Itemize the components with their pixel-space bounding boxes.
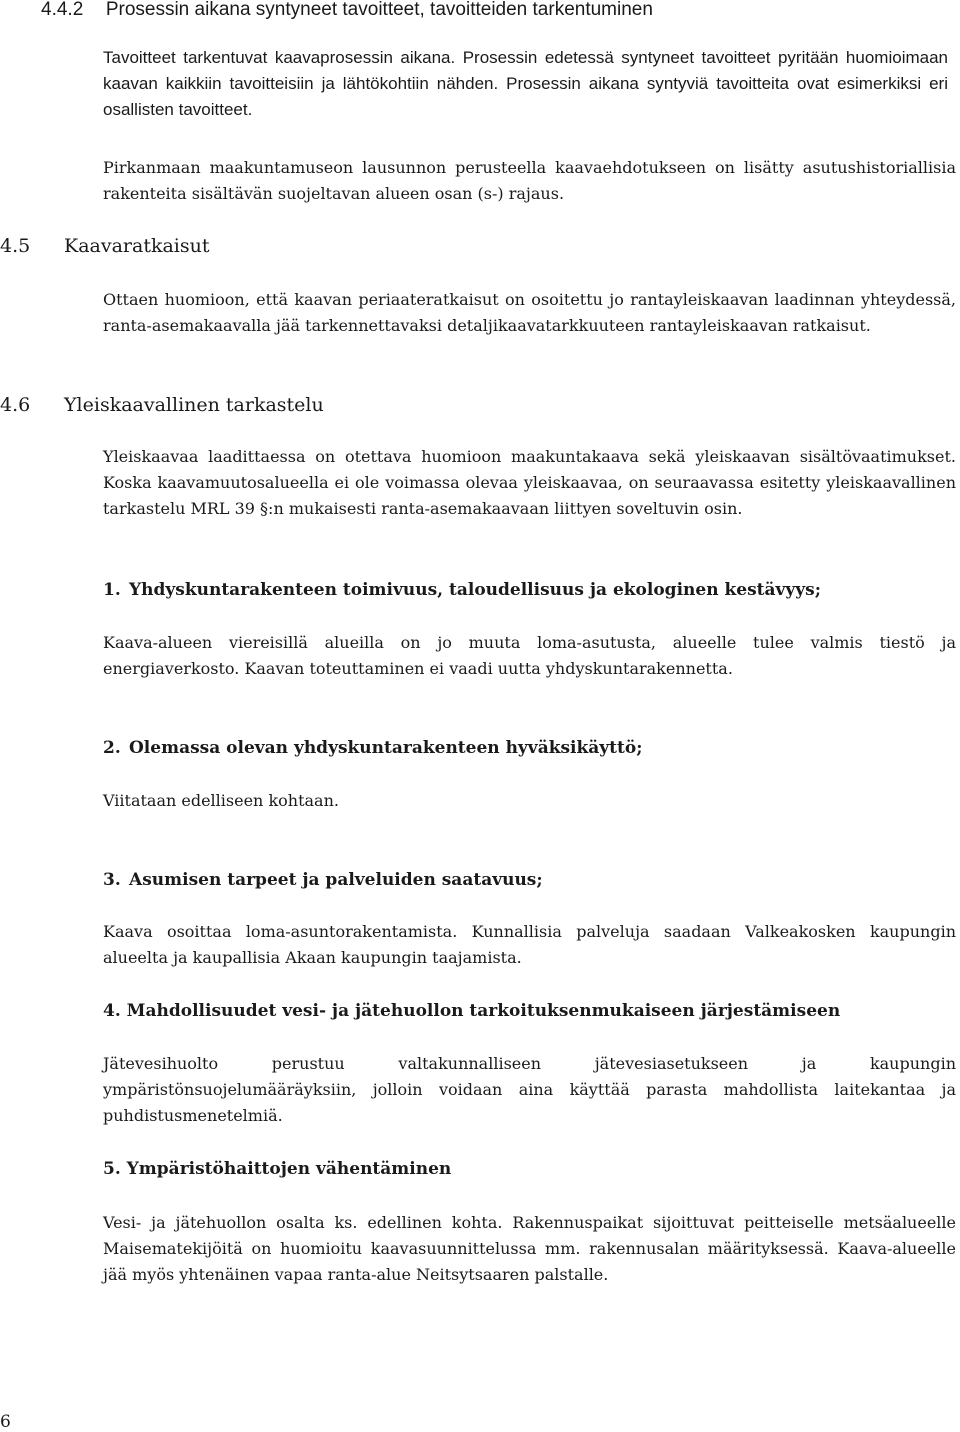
topic-text-4: Jätevesihuolto perustuu valtakunnalliseen jätevesiasetukseen ja kaupungin ympäristönsuojelumääräyksiin, jolloin voidaan aina käyttää parasta mahdollista laitekantaa ja puhdistusmenetelmiä. (103, 1054, 956, 1125)
subsection-number: 4.4.2 (41, 0, 84, 20)
section-number: 4.5 (0, 235, 31, 257)
topic-text-1: Kaava-alueen viereisillä alueilla on jo muuta loma-asutusta, alueelle tulee valmis tiestö ja energiaverkosto. Kaavan toteuttaminen ei vaadi uutta yhdyskuntarakennetta. (103, 633, 956, 678)
topic-heading-4 (103, 999, 840, 1023)
topic-heading-3 (103, 868, 543, 892)
topic-title: Yhdyskuntarakenteen toimivuus, taloudellisuus ja ekologinen kestävyys; (129, 580, 821, 600)
subsection-heading-4-4-2 (41, 0, 653, 23)
topic-title: Olemassa olevan yhdyskuntarakenteen hyväksikäyttö; (129, 738, 643, 758)
topic-title: Ympäristöhaittojen vähentäminen (126, 1159, 452, 1179)
section-title: Yleiskaavallinen tarkastelu (64, 394, 324, 416)
section-number: 4.6 (0, 394, 31, 416)
topic-title: Asumisen tarpeet ja palveluiden saatavuus; (129, 870, 543, 890)
topic-heading-2 (103, 736, 643, 760)
topic-text-2: Viitataan edelliseen kohtaan. (103, 791, 339, 810)
topic-number: 5. (103, 1159, 121, 1179)
topic-number: 4. (103, 1001, 121, 1021)
section-title: Kaavaratkaisut (64, 235, 210, 257)
paragraph-museum-statement: Pirkanmaan maakuntamuseon lausunnon perusteella kaavaehdotukseen on lisätty asutushistoriallisia rakenteita sisältävän suojeltavan alueen osan (s-) rajaus. (103, 158, 956, 203)
subsection-title: Prosessin aikana syntyneet tavoitteet, tavoitteiden tarkentuminen (105, 0, 653, 20)
page-number: 6 (0, 1412, 11, 1432)
section-heading-4-5 (0, 233, 210, 259)
topic-number: 2. (103, 738, 121, 758)
paragraph-general-plan-review: Yleiskaavaa laadittaessa on otettava huomioon maakuntakaava sekä yleiskaavan sisältövaatimukset. Koska kaavamuutosalueella ei ole voimassa olevaa yleiskaavaa, on seuraavassa esitetty yleiskaavallinen tarkastelu MRL 39 §:n mukaisesti ranta-asemakaavaan liittyen soveltuvin osin. (103, 447, 956, 518)
topic-number: 1. (103, 580, 121, 600)
topic-number: 3. (103, 870, 121, 890)
section-heading-4-6 (0, 392, 324, 418)
topic-heading-5 (103, 1157, 451, 1181)
topic-text-3: Kaava osoittaa loma-asuntorakentamista. Kunnallisia palveluja saadaan Valkeakosken kaupungin alueelta ja kaupallisia Akaan kaupungin taajamista. (103, 922, 956, 967)
topic-text-5: Vesi- ja jätehuollon osalta ks. edellinen kohta. Rakennuspaikat sijoittuvat peitteiselle metsäalueelle Maisematekijöitä on huomioitu kaavasuunnittelussa mm. rakennusalan määrityksessä. Kaava-alueelle jää myös yhtenäinen vapaa ranta-alue Neitsytsaaren palstalle. (103, 1213, 956, 1284)
topic-title: Mahdollisuudet vesi- ja jätehuollon tarkoituksenmukaiseen järjestämiseen (126, 1001, 841, 1021)
paragraph-plan-solutions: Ottaen huomioon, että kaavan periaateratkaisut on osoitettu jo rantayleiskaavan laadinnan yhteydessä, ranta-asemakaavalla jää tarkennettavaksi detaljikaavatarkkuuteen rantayleiskaavan ratkaisut. (103, 290, 956, 335)
topic-heading-1 (103, 578, 821, 602)
paragraph-goals-refine: Tavoitteet tarkentuvat kaavaprosessin aikana. Prosessin edetessä syntyneet tavoitteet pyritään huomioimaan kaavan kaikkiin tavoitteisiin ja lähtökohtiin nähden. Prosessin aikana syntyviä tavoitteita ovat esimerkiksi eri osallisten tavoitteet. (103, 48, 948, 119)
